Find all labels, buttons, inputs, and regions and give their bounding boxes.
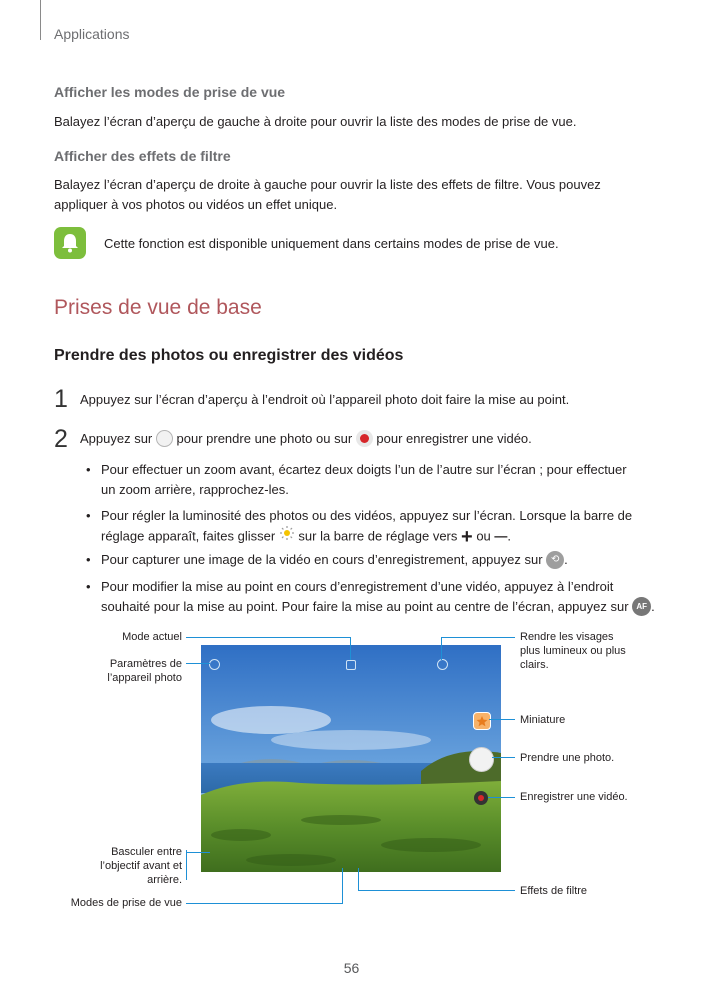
camera-preview[interactable] xyxy=(201,645,501,872)
bullet-dot: • xyxy=(86,462,91,477)
callout-line xyxy=(342,868,343,904)
bullet-text xyxy=(101,526,511,548)
label-basculer-line3: arrière. xyxy=(147,874,182,886)
label-parametres-line2: l’appareil photo xyxy=(107,672,182,684)
bullet-text-part: . xyxy=(564,552,568,567)
label-enregistrer-video: Enregistrer une vidéo. xyxy=(520,791,628,803)
brightness-icon xyxy=(279,525,295,547)
record-button[interactable] xyxy=(474,791,488,805)
callout-line xyxy=(350,637,351,660)
shutter-button[interactable] xyxy=(469,747,494,772)
step-text-part: pour enregistrer une vidéo. xyxy=(376,431,532,446)
label-modes-prise: Modes de prise de vue xyxy=(70,897,182,909)
bullet-text-part: réglage apparaît, faites glisser xyxy=(101,528,276,544)
callout-line xyxy=(186,850,187,880)
minus-icon: — xyxy=(494,528,508,544)
bullet-dot: • xyxy=(86,552,91,567)
modes-text: Balayez l’écran d’aperçu de gauche à droite pour ouvrir la liste des modes de prise de vue. xyxy=(54,114,577,129)
bullet-text: Pour effectuer un zoom avant, écartez deux doigts l’un de l’autre sur l’écran ; pour effectuer xyxy=(101,462,627,477)
thumbnail-icon[interactable] xyxy=(473,712,491,730)
page-number: 56 xyxy=(343,960,360,976)
label-mode-actuel: Mode actuel xyxy=(122,631,182,643)
callout-line xyxy=(186,637,350,638)
callout-line xyxy=(186,903,342,904)
step-text xyxy=(80,429,532,449)
step-text-part: pour prendre une photo ou sur xyxy=(176,431,353,446)
modes-title: Afficher les modes de prise de vue xyxy=(54,84,286,100)
callout-line xyxy=(441,637,442,660)
label-basculer-line1: Basculer entre xyxy=(111,846,182,858)
header-section: Applications xyxy=(54,26,130,42)
header-rule xyxy=(40,0,41,40)
bullet-text-part: souhaité pour la mise au point. Pour faire la mise au point au centre de l’écran, appuyez sur xyxy=(101,599,629,614)
record-icon xyxy=(356,430,373,447)
shutter-icon xyxy=(156,430,173,447)
subsection-title: Prendre des photos ou enregistrer des vidéos xyxy=(54,347,404,364)
bullet-dot: • xyxy=(86,508,91,523)
af-icon: AF xyxy=(632,597,651,616)
callout-line xyxy=(488,797,515,798)
bell-icon xyxy=(54,227,86,259)
settings-gear-icon[interactable] xyxy=(209,659,220,670)
label-visages-line2: plus lumineux ou plus xyxy=(520,645,626,657)
note-text: Cette fonction est disponible uniquement dans certains modes de prise de vue. xyxy=(104,236,559,251)
label-prendre-photo: Prendre une photo. xyxy=(520,752,615,764)
callout-line xyxy=(492,757,515,758)
step-number: 1 xyxy=(54,385,68,413)
callout-line xyxy=(358,868,359,891)
current-mode-icon[interactable] xyxy=(346,660,356,670)
bullet-text-part: Pour capturer une image de la vidéo en cours d’enregistrement, appuyez sur xyxy=(101,552,543,567)
label-visages-line1: Rendre les visages xyxy=(520,631,614,643)
callout-line xyxy=(186,852,210,853)
bullet-dot: • xyxy=(86,579,91,594)
face-beauty-icon[interactable] xyxy=(437,659,448,670)
label-miniature: Miniature xyxy=(520,714,566,726)
filters-text-line2: appliquer à vos photos ou vidéos un effet unique. xyxy=(54,197,338,212)
step-number: 2 xyxy=(54,425,68,453)
callout-line xyxy=(186,663,210,664)
label-effets-filtre: Effets de filtre xyxy=(520,885,588,897)
bullet-text-part: . xyxy=(651,599,655,614)
label-parametres-line1: Paramètres de xyxy=(109,658,182,670)
bullet-text-part: ou xyxy=(476,528,491,544)
bullet-text xyxy=(101,550,568,570)
callout-line xyxy=(358,890,515,891)
filters-text-line1: Balayez l’écran d’aperçu de droite à gauche pour ouvrir la liste des effets de filtre. Vous pouvez xyxy=(54,177,601,192)
bullet-text-part: sur la barre de réglage vers xyxy=(298,528,458,544)
callout-line xyxy=(489,719,515,720)
step-text-part: Appuyez sur xyxy=(80,431,153,446)
capture-frame-icon: ⟲ xyxy=(546,551,564,569)
bullet-text: un zoom arrière, rapprochez-les. xyxy=(101,482,289,497)
bullet-text: Pour régler la luminosité des photos ou des vidéos, appuyez sur l’écran. Lorsque la barre de xyxy=(101,508,633,523)
label-basculer-line2: l’objectif avant et xyxy=(100,860,182,872)
filters-title: Afficher des effets de filtre xyxy=(54,148,231,164)
step-text: Appuyez sur l’écran d’aperçu à l’endroit où l’appareil photo doit faire la mise au point. xyxy=(80,392,570,407)
bullet-text-part: . xyxy=(507,528,512,544)
bullet-text xyxy=(101,597,655,617)
section-title: Prises de vue de base xyxy=(54,296,262,319)
bullet-text: Pour modifier la mise au point en cours d’enregistrement d’une vidéo, appuyez à l’endroit xyxy=(101,579,614,594)
plus-icon: + xyxy=(461,526,473,548)
callout-line xyxy=(441,637,515,638)
label-visages-line3: clairs. xyxy=(520,659,549,671)
